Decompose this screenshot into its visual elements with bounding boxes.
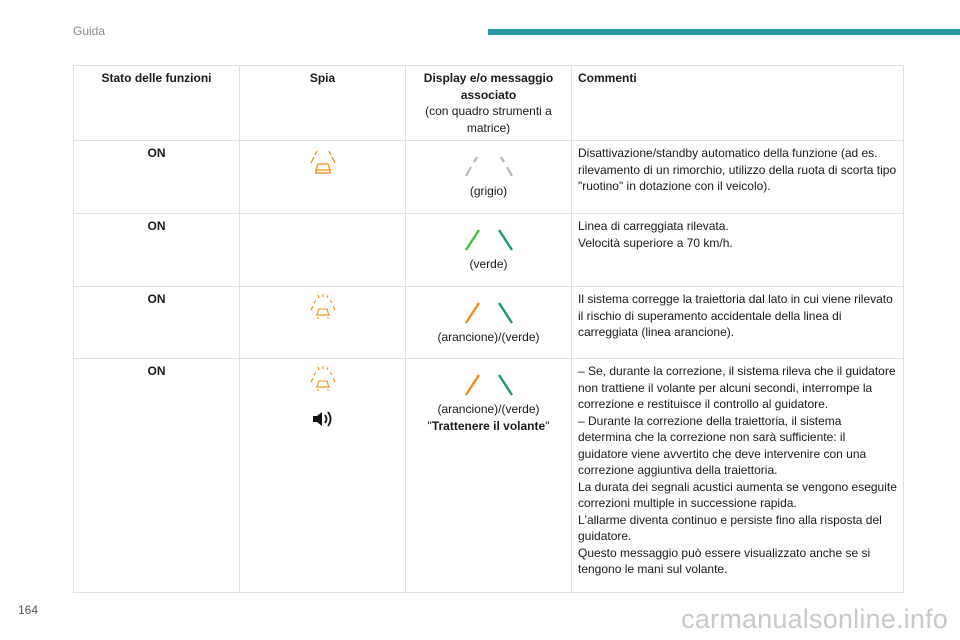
row-comment: Linea di carreggiata rilevata. Velocità superiore a 70 km/h.	[572, 214, 904, 287]
row-display-text: (verde)	[469, 257, 508, 271]
row-state: ON	[74, 359, 240, 593]
row-comment: Il sistema corregge la traiettoria dal lato in cui viene rilevato il rischio di superamento accidentale della linea di carreggiata (linea arancione).	[572, 287, 904, 359]
lane-left-mark	[466, 375, 479, 395]
page-header-title: Guida	[73, 24, 106, 38]
row-display-text: (arancione)/(verde)	[437, 330, 540, 344]
row-comment: Disattivazione/standby automatico della funzione (ad es. rilevamento di un rimorchio, utilizzo della ruota di scorta tipo "ruotino" in dotazione con il veicolo).	[572, 141, 904, 214]
table-row	[74, 287, 904, 359]
speaker-icon	[311, 409, 335, 429]
row-comment: – Se, durante la correzione, il sistema rileva che il guidatore non trattiene il volante per alcuni secondi, interrompe la correzione e restituisce il controllo al guidatore. – Durante la correzione della traiettoria, il sistema determina che la correzione non sarà sufficiente: il guidatore viene avvertito che deve intervenire con una correzione aggiuntiva della traiettoria. La durata dei segnali acustici aumenta se vengono eseguite correzioni multiple in successione rapida. L'allarme diventa continuo e persiste fino alla risposta del guidatore. Questo messaggio può essere visualizzato anche se si tengono le mani sul volante.	[572, 359, 904, 593]
row-display-text: (arancione)/(verde)	[437, 402, 540, 416]
lane-assist-orange-icon	[308, 147, 338, 177]
row-display-cell	[406, 214, 572, 287]
lane-right-mark	[499, 230, 512, 250]
lane-lines-grey	[459, 155, 519, 179]
table-row	[74, 141, 904, 214]
row-icon-cell	[240, 214, 406, 287]
row-icon-cell	[240, 359, 406, 593]
header-accent-bar	[488, 29, 960, 35]
row-icon-cell	[240, 141, 406, 214]
table-row	[74, 214, 904, 287]
header-icon: Spia	[240, 66, 406, 141]
header-display-sub: (con quadro strumenti a matrice)	[425, 104, 552, 135]
lane-right-mark	[501, 157, 504, 162]
lane-assist-active-orange-icon	[308, 365, 338, 395]
page-number: 164	[18, 603, 39, 617]
lane-lines-green	[459, 228, 519, 252]
lane-assist-active-orange-icon	[308, 293, 338, 323]
header-comments: Commenti	[572, 66, 904, 141]
row-display-message: "Trattenere il volante"	[427, 418, 550, 433]
function-status-table	[73, 65, 904, 593]
row-display-cell	[406, 287, 572, 359]
table-row	[74, 359, 904, 593]
row-state: ON	[74, 141, 240, 214]
lane-left-mark	[466, 230, 479, 250]
row-state: ON	[74, 214, 240, 287]
lane-left-mark	[466, 303, 479, 323]
lane-right-mark	[499, 303, 512, 323]
lane-right-mark	[499, 375, 512, 395]
watermark: carmanualsonline.info	[681, 604, 948, 634]
row-display-text: (grigio)	[469, 184, 508, 198]
row-display-cell	[406, 359, 572, 593]
header-display	[406, 66, 572, 141]
row-state: ON	[74, 287, 240, 359]
header-state: Stato delle funzioni	[74, 66, 240, 141]
table-header-row	[74, 66, 904, 141]
lane-lines-orange-green	[459, 301, 519, 325]
lane-left-mark	[474, 157, 477, 162]
lane-lines-orange-green	[459, 373, 519, 397]
row-icon-cell	[240, 287, 406, 359]
row-display-cell	[406, 141, 572, 214]
header-display-title: Display e/o messaggio associato	[423, 71, 554, 102]
